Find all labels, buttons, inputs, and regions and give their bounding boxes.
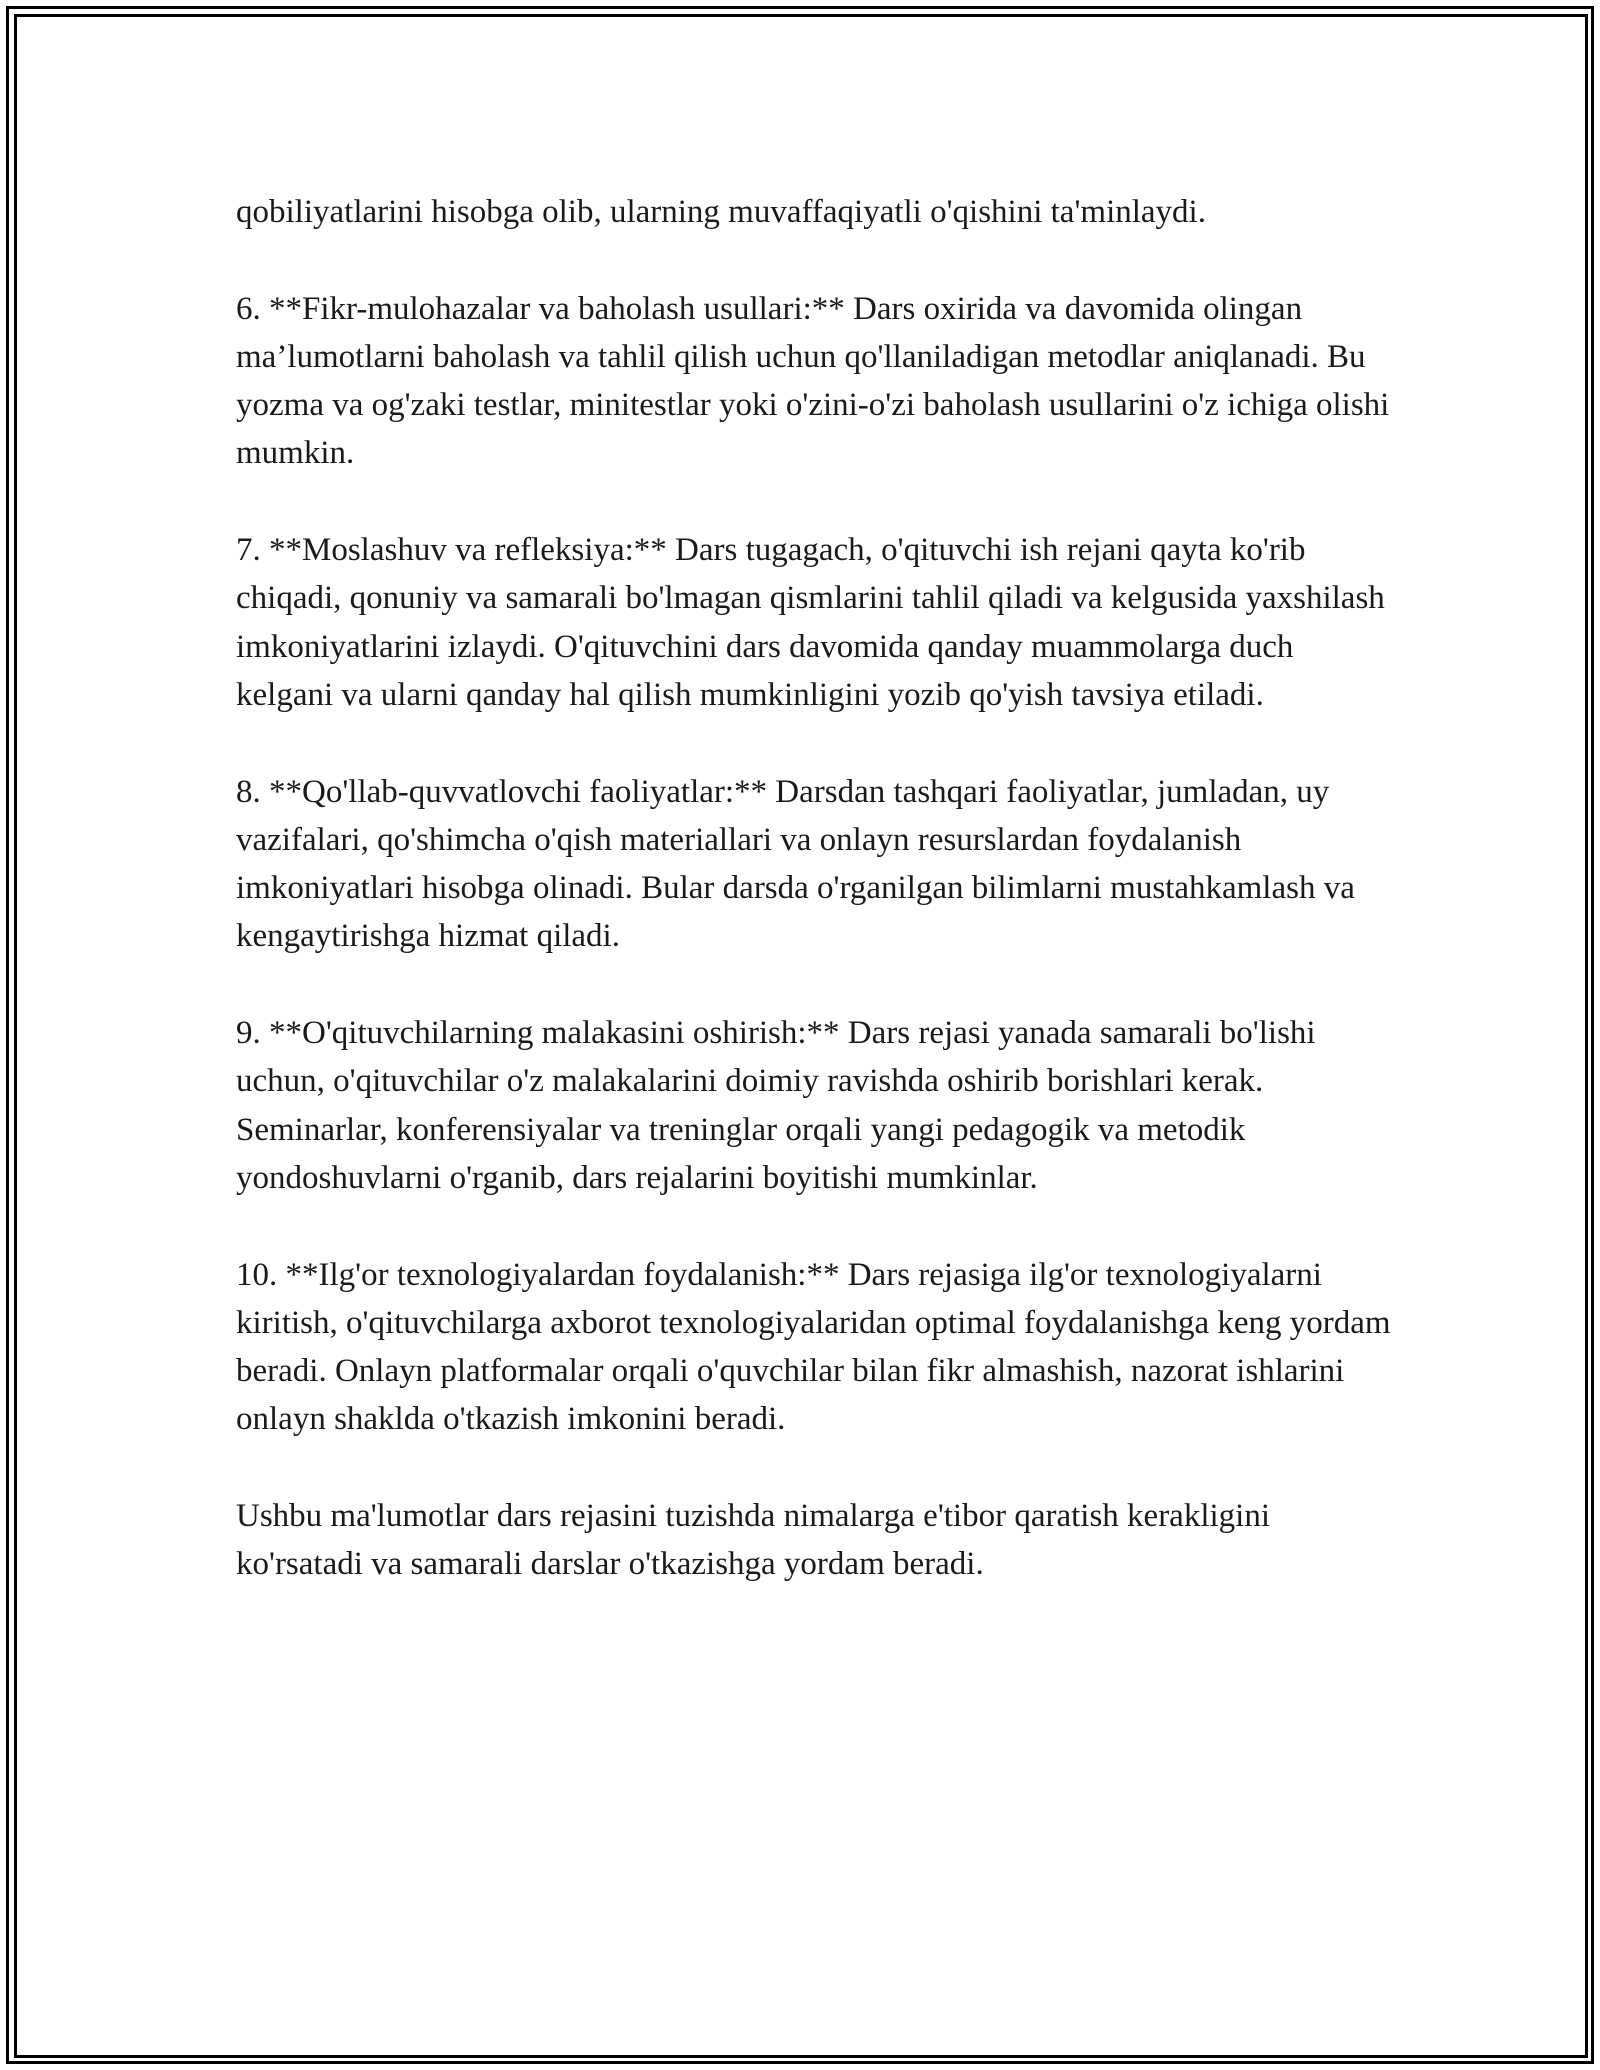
paragraph-item-8: 8. **Qo'llab-quvvatlovchi faoliyatlar:** Darsdan tashqari faoliyatlar, jumladan, uy vazifalari, qo'shimcha o'qish materiallari va onlayn resurslardan foydalanish imkoniyatlari hisobga olinadi. Bular darsda o'rganilgan bilimlarni mustahkamlash va kengaytirishga hizmat qiladi. [236,773,1355,955]
paragraph-continuation: qobiliyatlarini hisobga olib, ularning muvaffaqiyatli o'qishini ta'minlaydi. [236,194,1206,230]
paragraph-item-10: 10. **Ilg'or texnologiyalardan foydalanish:** Dars rejasiga ilg'or texnologiyalarni kiritish, o'qituvchilarga axborot texnologiyalaridan optimal foydalanishga keng yordam beradi. Onlayn platformalar orqali o'quvchilar bilan fikr almashish, nazorat ishlarini onlayn shaklda o'tkazish imkonini beradi. [236,1256,1391,1438]
paragraph-item-9: 9. **O'qituvchilarning malakasini oshirish:** Dars rejasi yanada samarali bo'lishi uchun, o'qituvchilar o'z malakalarini doimiy ravishda oshirib borishlari kerak. Seminarlar, konferensiyalar va treninglar orqali yangi pedagogik va metodik yondoshuvlarni o'rganib, dars rejalarini boyitishi mumkinlar. [236,1015,1316,1196]
paragraph-item-6: 6. **Fikr-mulohazalar va baholash usullari:** Dars oxirida va davomida olingan ma’lumotlarni baholash va tahlil qilish uchun qo'llaniladigan metodlar aniqlanadi. Bu yozma va og'zaki testlar, minitestlar yoki o'zini-o'zi baholash usullarini o'z ichiga olishi mumkin. [236,290,1390,472]
paragraph-conclusion: Ushbu ma'lumotlar dars rejasini tuzishda nimalarga e'tibor qaratish kerakligini ko'rsatadi va samarali darslar o'tkazishga yordam beradi. [236,1498,1271,1583]
document-body [236,188,1396,1589]
paragraph-item-7: 7. **Moslashuv va refleksiya:** Dars tugagach, o'qituvchi ish rejani qayta ko'rib chiqadi, qonuniy va samarali bo'lmagan qismlarini tahlil qiladi va kelgusida yaxshilash imkoniyatlarini izlaydi. O'qituvchini dars davomida qanday muammolarga duch kelgani va ularni qanday hal qilish mumkinligini yozib qo'yish tavsiya etiladi. [236,532,1385,713]
